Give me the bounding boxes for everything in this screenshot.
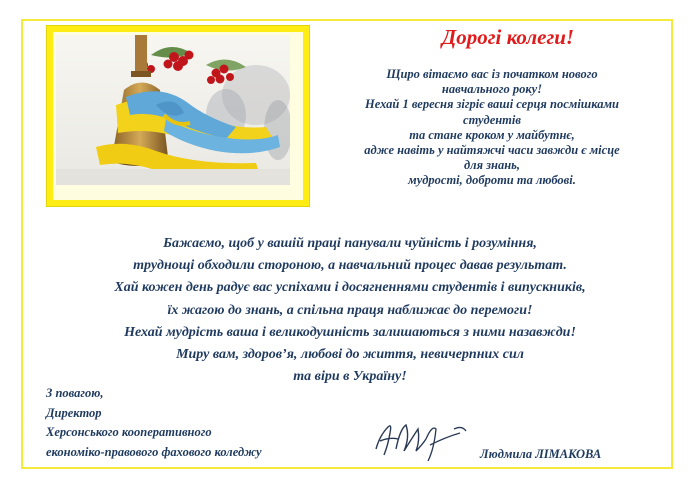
wishes-line: Миру вам, здоров’я, любові до життя, невичерпних сил <box>176 347 524 363</box>
wishes-paragraph <box>30 233 670 388</box>
wishes-line: Нехай мудрість ваша і великодушність залишаються з ними назавжди! <box>124 324 576 340</box>
intro-line: Щиро вітаємо вас із початком нового <box>386 67 598 81</box>
photo-frame <box>46 25 310 207</box>
signoff-line: Херсонського кооперативного <box>46 425 212 440</box>
wishes-line: труднощі обходили стороною, а навчальний процес давав результат. <box>133 258 567 274</box>
intro-line: студентів <box>463 112 521 127</box>
signoff-block <box>46 384 346 463</box>
intro-line: для знань, <box>463 158 521 173</box>
intro-line: та стане кроком у майбутнє, <box>409 127 575 142</box>
wishes-line: Бажаємо, щоб у вашій праці панували чуйність і розуміння, <box>163 236 537 251</box>
signoff-line: З повагою, <box>46 386 104 400</box>
signer-name: Людмила ЛІМАКОВА <box>480 447 602 461</box>
bell-ribbon-photo <box>56 35 290 185</box>
bell-ribbon-illustration <box>56 35 290 185</box>
signoff-line: економіко-правового фахового коледжу <box>46 445 262 460</box>
handwritten-signature <box>370 415 470 463</box>
intro-line: адже навіть у найтяжчі часи завжди є місце <box>364 143 620 158</box>
greeting-heading: Дорогі колеги! <box>441 25 575 49</box>
signoff-line: Директор <box>46 405 102 420</box>
wishes-line: їх жагою до знань, а спільна праця наближає до перемоги! <box>167 302 533 318</box>
wishes-line: та віри в Україну! <box>293 369 407 385</box>
intro-line: Нехай 1 вересня зігріє ваші серця посмішками <box>364 97 619 112</box>
intro-paragraph <box>322 67 662 189</box>
intro-line: навчального року! <box>441 82 543 97</box>
wishes-line: Хай кожен день радує вас успіхами і досягненнями студентів і випускників, <box>114 280 586 296</box>
intro-line: мудрості, доброти та любові. <box>408 173 576 188</box>
